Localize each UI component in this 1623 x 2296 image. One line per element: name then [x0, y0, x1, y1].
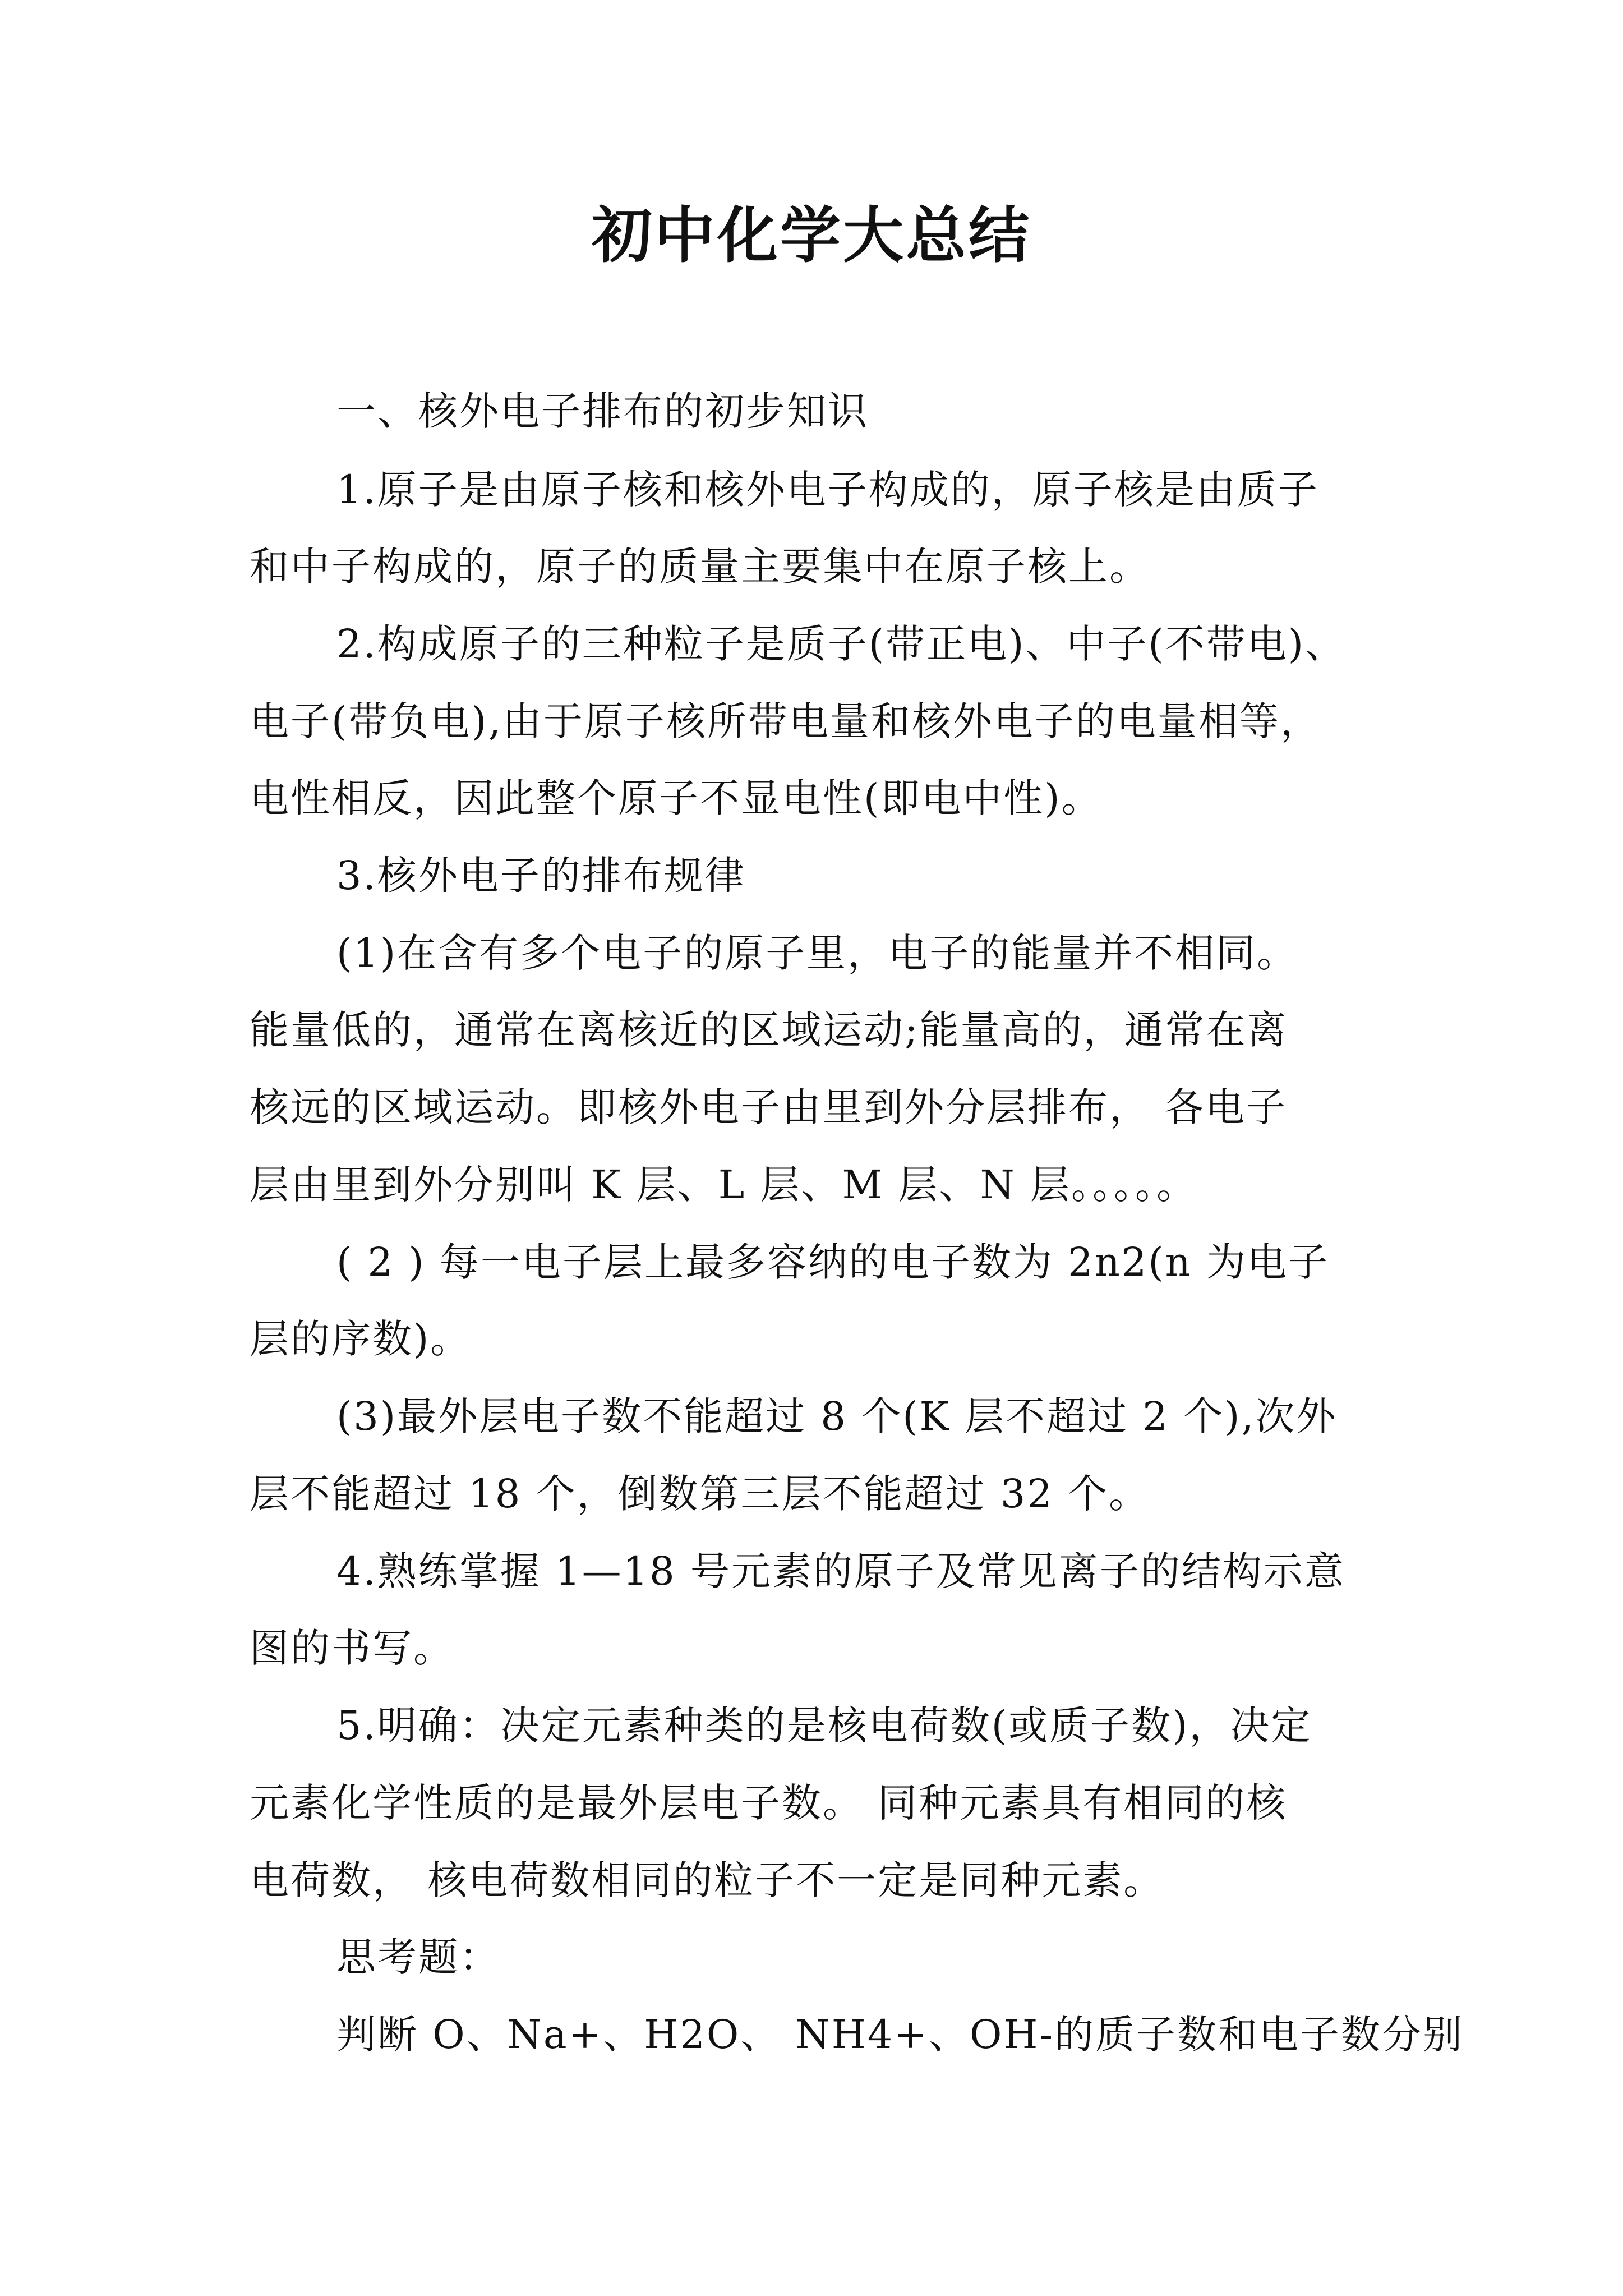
paragraph-line: 4.熟练掌握 1—18 号元素的原子及常见离子的结构示意	[336, 1548, 1345, 1594]
paragraph-line: 判断 O、Na+、H2O、 NH4+、OH-的质子数和电子数分别	[336, 2012, 1464, 2058]
paragraph-line: 5.明确：决定元素种类的是核电荷数(或质子数)，决定	[336, 1703, 1312, 1749]
paragraph-line: 核远的区域运动。即核外电子由里到外分层排布， 各电子	[250, 1084, 1288, 1130]
paragraph-line: (3)最外层电子数不能超过 8 个(K 层不超过 2 个),次外	[336, 1393, 1338, 1439]
document-title: 初中化学大总结	[591, 200, 1031, 271]
paragraph-line: 1.原子是由原子核和核外电子构成的，原子核是由质子	[336, 467, 1319, 513]
paragraph-line: 图的书写。	[250, 1625, 454, 1671]
paragraph-line: (1)在含有多个电子的原子里，电子的能量并不相同。	[336, 930, 1298, 976]
paragraph-line: 电子(带负电),由于原子核所带电量和核外电子的电量相等，	[250, 698, 1321, 744]
paragraph-line: 电荷数， 核电荷数相同的粒子不一定是同种元素。	[250, 1857, 1165, 1903]
paragraph-line: 层的序数)。	[250, 1316, 472, 1362]
paragraph-line: 能量低的，通常在离核近的区域运动;能量高的，通常在离	[250, 1007, 1288, 1053]
paragraph-line: 元素化学性质的是最外层电子数。 同种元素具有相同的核	[250, 1780, 1288, 1826]
paragraph-line: 思考题：	[336, 1934, 500, 1980]
paragraph-line: 电性相反，因此整个原子不显电性(即电中性)。	[250, 775, 1103, 821]
paragraph-line: 层不能超过 18 个，倒数第三层不能超过 32 个。	[250, 1471, 1150, 1517]
paragraph-line: 层由里到外分别叫 K 层、L 层、M 层、N 层。。。。。	[250, 1162, 1197, 1208]
paragraph-line: ( 2 ) 每一电子层上最多容纳的电子数为 2n2(n 为电子	[336, 1239, 1329, 1285]
section-heading: 一、核外电子排布的初步知识	[336, 388, 869, 434]
paragraph-line: 3.核外电子的排布规律	[336, 853, 746, 899]
paragraph-line: 和中子构成的，原子的质量主要集中在原子核上。	[250, 544, 1150, 590]
paragraph-line: 2.构成原子的三种粒子是质子(带正电)、中子(不带电)、	[336, 621, 1347, 667]
